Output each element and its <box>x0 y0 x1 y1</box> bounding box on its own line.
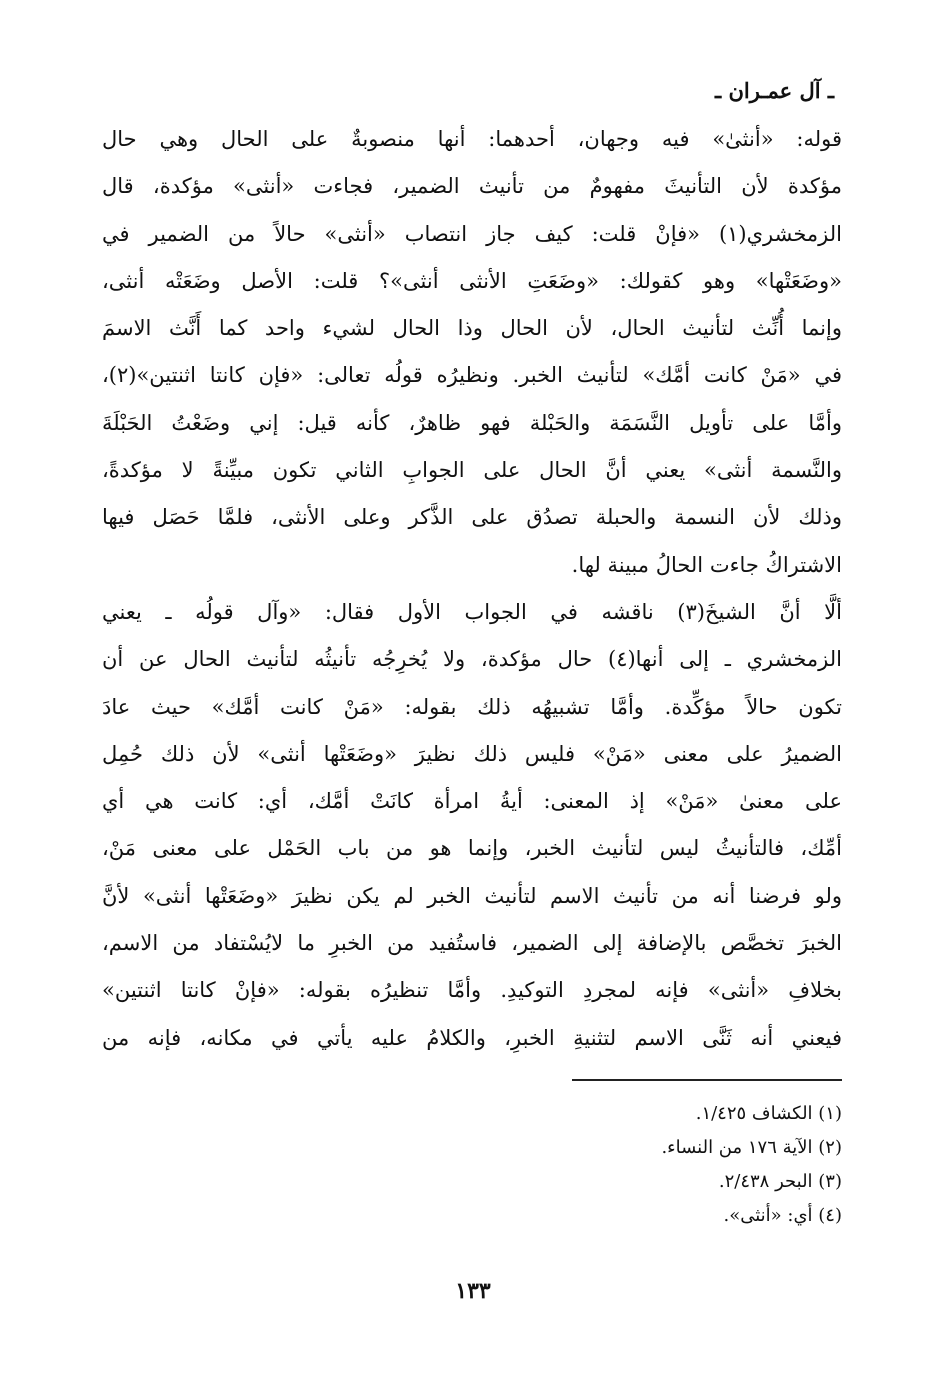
text-line: على معنىٰ «مَنْ» إذ المعنى: أيةُ امرأة كانَتْ أمَّك، أي: كانت هي أي <box>102 789 842 814</box>
page-number: ١٣٣ <box>455 1278 491 1304</box>
text-line: وأمَّا على تأويل النَّسَمَة والحَبْلة فهو ظاهرٌ، كأنه قيل: إني وضَعْتُ الحَبْلَةَ <box>102 410 842 435</box>
main-text <box>102 116 842 1062</box>
text-line: الضميرُ على معنى «مَنْ» فليس ذلك نظيرَ «وضَعَتْها أنثى» لأن ذلك حُمِل <box>102 741 842 766</box>
text-line: أمِّك، فالتأنيثُ ليس لتأنيث الخبر، وإنما هو من باب الحَمْل على معنى مَنْ، <box>102 836 842 861</box>
footnote-item: (٤) أي: «أنثى». <box>723 1205 842 1226</box>
text-line: ألَّا أنَّ الشيخَ(٣) ناقشه في الجواب الأول فقال: «وآل قولُه ـ يعني <box>102 599 842 624</box>
text-line: والنَّسمة أنثى» يعني أنَّ الحال على الجوابِ الثاني تكون مبيِّنةً لا مؤكدةً، <box>102 458 842 483</box>
text-line: الخبرَ تخصَّص بالإضافة إلى الضمير، فاستُفيد من الخبرِ ما لايُسْتفاد من الاسم، <box>102 931 842 956</box>
footnote-item: (٢) الآية ١٧٦ من النساء. <box>661 1137 842 1158</box>
footnotes-list <box>242 1097 842 1233</box>
footnote-item: (١) الكشاف ١/٤٢٥. <box>695 1103 842 1124</box>
text-line: وإنما أُنِّث لتأنيث الحال، لأن الحال وذا الحال لشيء واحد كما أَنَّث الاسمَ <box>102 316 842 341</box>
footnote-item: (٣) البحر ٢/٤٣٨. <box>718 1171 842 1192</box>
text-line: مؤكدة لأن التأنيثَ مفهومٌ من تأنيث الضمير، فجاءت «أنثى» مؤكدة، قال <box>102 174 842 199</box>
text-line: بخلافِ «أنثى» فإنه لمجردِ التوكيدِ. وأمَّا تنظيرُه بقوله: «فإنْ كانتا اثنتين» <box>102 978 842 1003</box>
text-line: قوله: «أنثىٰ» فيه وجهان، أحدهما: أنها منصوبةٌ على الحال وهي حال <box>102 127 842 151</box>
text-line: تكون حالاً مؤكِّدة. وأمَّا تشبيهُه ذلك بقوله: «مَنْ كانت أمَّك» حيث عادَ <box>102 694 842 719</box>
footnote-divider <box>572 1079 842 1081</box>
text-line: فيعني أنه ثَنَّى الاسم لتثنيةِ الخبرِ، والكلامُ عليه يأتي في مكانه، فإنه من <box>102 1025 842 1050</box>
text-line: في «مَنْ كانت أمَّك» لتأنيث الخبر. ونظيرُه قولُه تعالى: «فإن كانتا اثنتين»(٢)، <box>102 363 842 388</box>
text-line: ولو فرضنا أنه من تأنيث الاسم لتأنيث الخبر لم يكن نظيرَ «وضَعَتْها أنثى» لأنَّ <box>102 883 842 908</box>
text-line: وذلك لأن النسمة والحبلة تصدُق على الذَّكر وعلى الأنثى، فلمَّا حَصَل فيها <box>102 505 842 530</box>
text-line: الزمخشري ـ إلى أنها(٤) حال مؤكدة، ولا يُخرِجُه تأنيثُه لتأنيث الحال عن أن <box>102 647 842 672</box>
text-line: «وضَعَتْها» وهو كقولك: «وضَعَتِ الأنثى أنثى»؟ قلت: الأصل وضَعَتْه أنثى، <box>102 268 842 293</box>
running-header: ـ آل عمـران ـ <box>715 78 834 103</box>
text-line: الزمخشري(١) «فإنْ قلت: كيف جاز انتصاب «أنثى» حالاً من الضمير في <box>102 221 842 246</box>
text-line: الاشتراكُ جاءت الحالُ مبينة لها. <box>571 552 842 577</box>
